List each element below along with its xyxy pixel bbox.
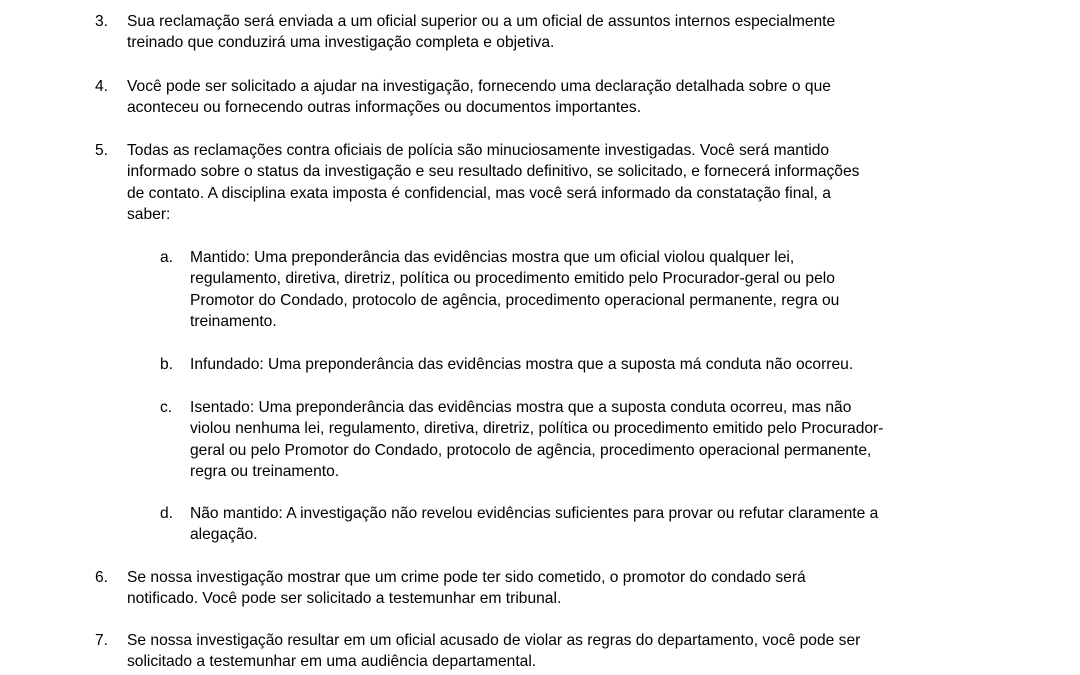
text-line: regulamento, diretiva, diretriz, política ou procedimento emitido pelo Procurador-geral ou pelo	[190, 270, 835, 288]
text-line: geral ou pelo Promotor do Condado, protocolo de agência, procedimento operacional permanente,	[190, 441, 872, 459]
text-line: Mantido: Uma preponderância das evidências mostra que um oficial violou qualquer lei,	[190, 249, 795, 266]
text-line: Isentado: Uma preponderância das evidências mostra que a suposta conduta ocorreu, mas não	[190, 399, 852, 416]
text-line: informado sobre o status da investigação e seu resultado definitivo, se solicitado, e fornecerá informações	[127, 163, 860, 181]
list-text	[127, 630, 1007, 673]
sub-text	[190, 354, 1020, 375]
list-number: 7.	[95, 632, 109, 649]
list-number: 6.	[95, 569, 109, 586]
text-line: Não mantido: A investigação não revelou evidências suficientes para provar ou refutar claramente a	[190, 505, 879, 522]
text-line: violou nenhuma lei, regulamento, diretiva, diretriz, política ou procedimento emitido pelo Procurador-	[190, 420, 884, 438]
text-line: regra ou treinamento.	[190, 462, 340, 480]
sub-text	[190, 397, 1020, 482]
text-line: saber:	[127, 205, 171, 223]
text-line: Você pode ser solicitado a ajudar na investigação, fornecendo uma declaração detalhada sobre o que	[127, 78, 831, 95]
list-text	[127, 140, 1007, 225]
text-line: notificado. Você pode ser solicitado a testemunhar em tribunal.	[127, 590, 562, 608]
text-line: aconteceu ou fornecendo outras informações ou documentos importantes.	[127, 99, 642, 117]
text-line: treinado que conduzirá uma investigação completa e objetiva.	[127, 34, 555, 52]
text-line: treinamento.	[190, 312, 277, 330]
list-number: 4.	[95, 78, 109, 95]
text-line: Se nossa investigação resultar em um oficial acusado de violar as regras do departamento, você pode ser	[127, 632, 861, 649]
text-line: de contato. A disciplina exata imposta é confidencial, mas você será informado da constatação final, a	[127, 184, 831, 202]
list-number: 5.	[95, 142, 109, 159]
sub-letter: a.	[160, 249, 174, 266]
sub-text	[190, 503, 1020, 546]
list-text	[127, 11, 1007, 54]
sub-letter: d.	[160, 505, 174, 522]
text-line: solicitado a testemunhar em uma audiência departamental.	[127, 653, 537, 671]
text-line: Se nossa investigação mostrar que um crime pode ter sido cometido, o promotor do condado será	[127, 569, 806, 586]
text-line: Todas as reclamações contra oficiais de polícia são minuciosamente investigadas. Você será mantido	[127, 142, 830, 159]
list-text	[127, 567, 1007, 610]
list-text	[127, 76, 1007, 119]
sub-text	[190, 247, 1020, 332]
text-line: Promotor do Condado, protocolo de agência, procedimento operacional permanente, regra ou	[190, 291, 840, 309]
sub-letter: c.	[160, 399, 173, 416]
sub-letter: b.	[160, 356, 174, 373]
text-line: alegação.	[190, 526, 258, 544]
text-line: Infundado: Uma preponderância das evidências mostra que a suposta má conduta não ocorreu.	[190, 356, 854, 373]
list-number: 3.	[95, 13, 109, 30]
text-line: Sua reclamação será enviada a um oficial superior ou a um oficial de assuntos internos especialmente	[127, 13, 836, 30]
